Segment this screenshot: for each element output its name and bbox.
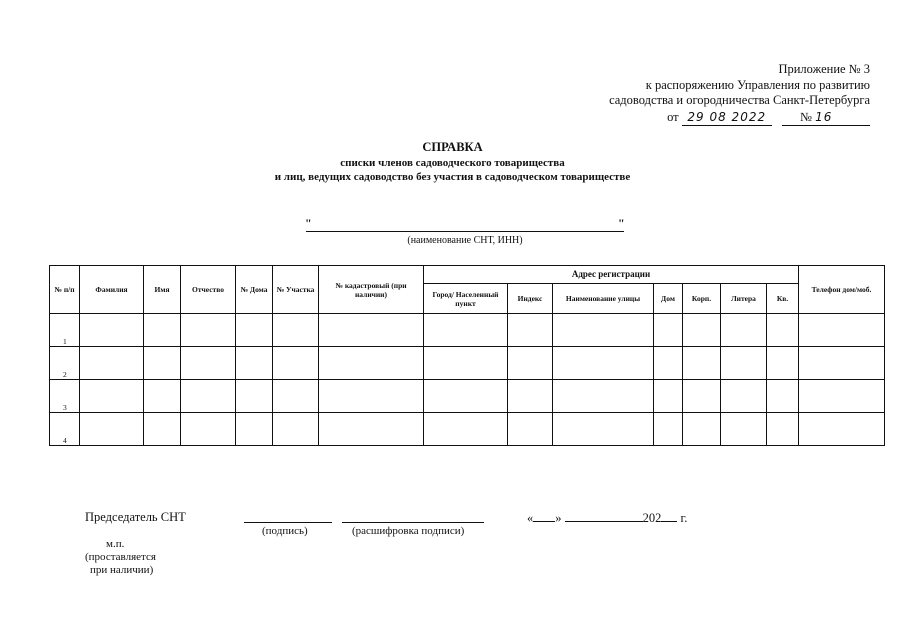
cell-cadastral[interactable] [319, 347, 424, 380]
cell-kv[interactable] [767, 380, 799, 413]
cell-city[interactable] [424, 347, 508, 380]
header-korp: Корп. [683, 284, 721, 314]
chairman-label: Председатель СНТ [85, 510, 186, 524]
date-month-field[interactable] [565, 521, 643, 522]
header-dom: Дом [654, 284, 683, 314]
cell-phone[interactable] [799, 413, 885, 446]
decree-date-line [667, 110, 870, 126]
date-day-field[interactable] [533, 521, 555, 522]
cell-surname[interactable] [80, 380, 144, 413]
table-row [50, 347, 885, 380]
cell-name[interactable] [144, 347, 181, 380]
signature-date [527, 511, 687, 526]
cell-plot[interactable] [273, 380, 319, 413]
cell-index[interactable] [508, 380, 553, 413]
cell-name[interactable] [144, 314, 181, 347]
header-kv: Кв. [767, 284, 799, 314]
header-index: Индекс [508, 284, 553, 314]
document-title: СПРАВКА [422, 140, 483, 154]
cell-patronymic[interactable] [181, 347, 236, 380]
number-prefix: № [800, 110, 812, 124]
cell-city[interactable] [424, 413, 508, 446]
stamp-note-1: (проставляется [85, 551, 156, 563]
date-prefix: от [667, 110, 679, 124]
cell-dom[interactable] [654, 347, 683, 380]
stamp-note-2: при наличии) [90, 564, 154, 576]
cell-kv[interactable] [767, 347, 799, 380]
cell-surname[interactable] [80, 413, 144, 446]
appendix-title: Приложение № 3 [778, 62, 870, 76]
appendix-line-2: к распоряжению Управления по развитию [645, 77, 870, 92]
header-surname: Фамилия [80, 266, 144, 314]
header-phone: Телефон дом/моб. [799, 266, 885, 314]
cell-phone[interactable] [799, 347, 885, 380]
cell-litera[interactable] [721, 347, 767, 380]
header-num: № п/п [50, 266, 80, 314]
header-plot: № Участка [273, 266, 319, 314]
cell-plot[interactable] [273, 314, 319, 347]
cell-litera[interactable] [721, 314, 767, 347]
cell-litera[interactable] [721, 380, 767, 413]
cell-plot[interactable] [273, 413, 319, 446]
row-number: 2 [50, 347, 80, 380]
decree-number-field [782, 110, 870, 126]
cell-name[interactable] [144, 413, 181, 446]
cell-dom[interactable] [654, 413, 683, 446]
cell-patronymic[interactable] [181, 413, 236, 446]
members-table [49, 265, 885, 446]
document-subtitle-1: списки членов садоводческого товарищества [340, 157, 565, 169]
snt-name-caption: (наименование СНТ, ИНН) [407, 235, 523, 246]
signature-field[interactable] [244, 522, 332, 523]
decree-number-value: 16 [815, 110, 833, 124]
cell-street[interactable] [553, 413, 654, 446]
cell-house[interactable] [236, 380, 273, 413]
signature-caption: (подпись) [262, 525, 308, 537]
cell-phone[interactable] [799, 314, 885, 347]
cell-surname[interactable] [80, 314, 144, 347]
cell-index[interactable] [508, 347, 553, 380]
cell-house[interactable] [236, 413, 273, 446]
header-name: Имя [144, 266, 181, 314]
cell-patronymic[interactable] [181, 380, 236, 413]
cell-house[interactable] [236, 347, 273, 380]
cell-street[interactable] [553, 314, 654, 347]
cell-dom[interactable] [654, 314, 683, 347]
cell-cadastral[interactable] [319, 314, 424, 347]
header-house: № Дома [236, 266, 273, 314]
header-street: Наименование улицы [553, 284, 654, 314]
cell-cadastral[interactable] [319, 413, 424, 446]
cell-phone[interactable] [799, 380, 885, 413]
header-city: Город/ Населенный пункт [424, 284, 508, 314]
cell-korp[interactable] [683, 347, 721, 380]
year-prefix: 202 [642, 511, 662, 525]
table-row [50, 413, 885, 446]
cell-korp[interactable] [683, 380, 721, 413]
cell-litera[interactable] [721, 413, 767, 446]
cell-korp[interactable] [683, 314, 721, 347]
signature-decode-caption: (расшифровка подписи) [352, 525, 465, 537]
header-litera: Литера [721, 284, 767, 314]
date-quote-open: « [527, 511, 534, 525]
cell-kv[interactable] [767, 413, 799, 446]
cell-city[interactable] [424, 314, 508, 347]
snt-name-field [306, 217, 624, 232]
cell-name[interactable] [144, 380, 181, 413]
cell-surname[interactable] [80, 347, 144, 380]
row-number: 3 [50, 380, 80, 413]
header-cadastral: № кадастровый (при наличии) [319, 266, 424, 314]
date-quote-close: » [555, 511, 562, 525]
decree-date-value: 29 08 2022 [687, 110, 767, 124]
quote-close: " [618, 216, 625, 230]
cell-street[interactable] [553, 347, 654, 380]
cell-index[interactable] [508, 413, 553, 446]
row-number: 1 [50, 314, 80, 347]
document-subtitle-2: и лиц, ведущих садоводство без участия в садоводческом товариществе [274, 171, 631, 183]
header-patronymic: Отчество [181, 266, 236, 314]
decree-date-field [682, 110, 772, 126]
cell-plot[interactable] [273, 347, 319, 380]
cell-kv[interactable] [767, 314, 799, 347]
cell-street[interactable] [553, 380, 654, 413]
stamp-label: м.п. [106, 538, 125, 550]
cell-patronymic[interactable] [181, 314, 236, 347]
header-address-group: Адрес регистрации [424, 266, 799, 284]
table-row [50, 380, 885, 413]
cell-house[interactable] [236, 314, 273, 347]
appendix-line-3: садоводства и огородничества Санкт-Петербурга [609, 93, 870, 107]
date-year-field[interactable] [661, 521, 677, 522]
cell-korp[interactable] [683, 413, 721, 446]
cell-cadastral[interactable] [319, 380, 424, 413]
signature-decode-field[interactable] [342, 522, 484, 523]
cell-dom[interactable] [654, 380, 683, 413]
year-suffix: г. [680, 511, 688, 525]
row-number: 4 [50, 413, 80, 446]
cell-city[interactable] [424, 380, 508, 413]
table-row [50, 314, 885, 347]
quote-open: " [305, 216, 312, 230]
appendix-header [609, 62, 870, 109]
cell-index[interactable] [508, 314, 553, 347]
